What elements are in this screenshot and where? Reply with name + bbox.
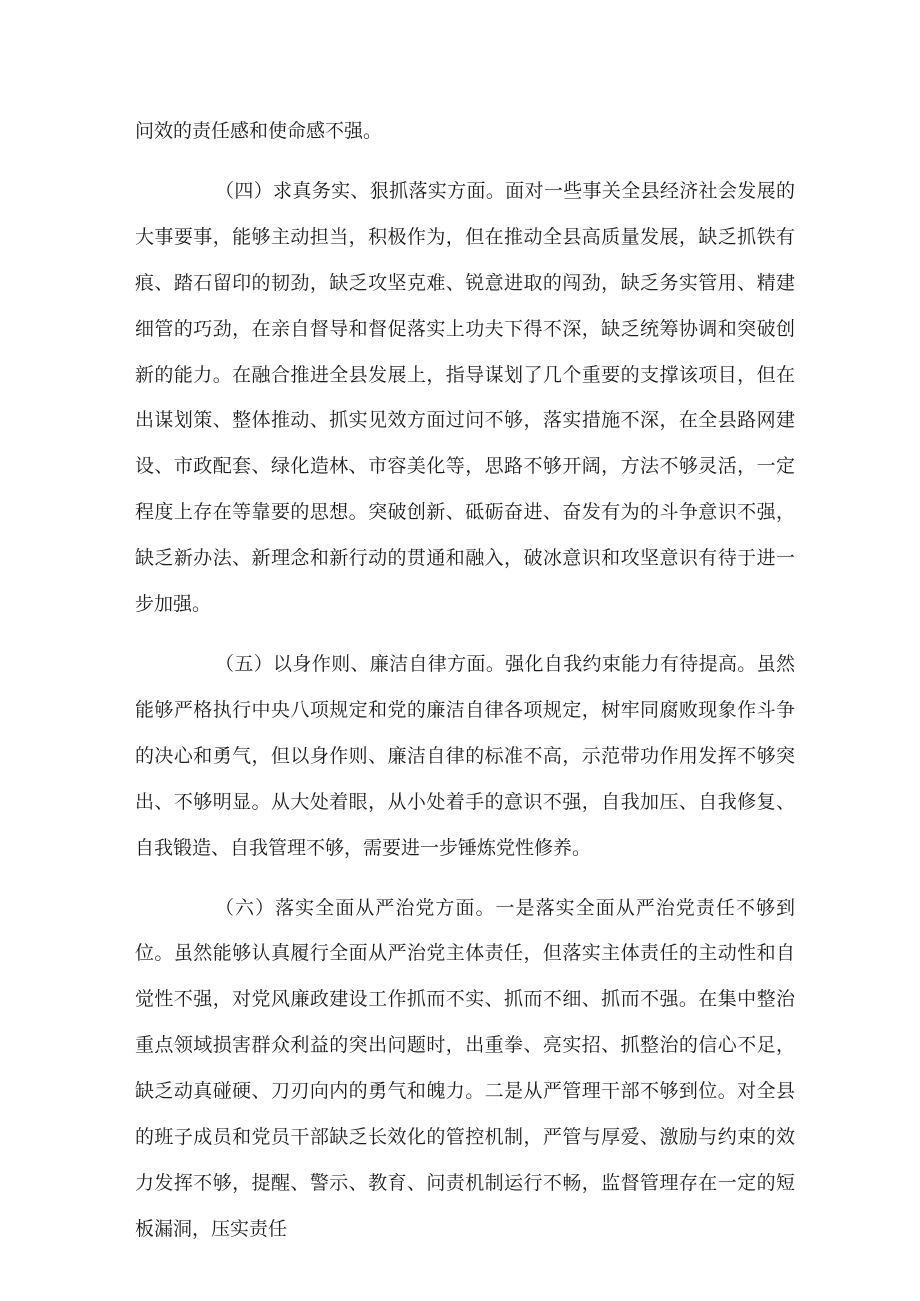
- paragraph-continuation: 问效的责任感和使命感不强。: [135, 120, 383, 142]
- document-body: [135, 109, 795, 1253]
- paragraph-section-5: （五）以身作则、廉洁自律方面。强化自我约束能力有待提高。虽然能够严格执行中央八项规定和党的廉洁自律各项规定，树牢同腐败现象作斗争的决心和勇气，但以身作则、廉洁自律的标准不高，示范带功作用发挥不够突出、不够明显。从大处着眼，从小处着手的意识不强，自我加压、自我修复、自我锻造、自我管理不够，需要进一步锤炼党性修养。: [135, 652, 795, 859]
- paragraph-section-4: （四）求真务实、狠抓落实方面。面对一些事关全县经济社会发展的大事要事，能够主动担当，积极作为，但在推动全县高质量发展，缺乏抓铁有痕、踏石留印的韧劲，缺乏攻坚克难、锐意进取的闯劲，缺乏务实管用、精建细管的巧劲，在亲自督导和督促落实上功夫下得不深，缺乏统筹协调和突破创新的能力。在融合推进全县发展上，指导谋划了几个重要的支撑该项目，但在出谋划策、整体推动、抓实见效方面过问不够，落实措施不深，在全县路网建设、市政配套、绿化造林、市容美化等，思路不够开阔，方法不够灵活，一定程度上存在等靠要的思想。突破创新、砥砺奋进、奋发有为的斗争意识不强，缺乏新办法、新理念和新行动的贯通和融入，破冰意识和攻坚意识有待于进一步加强。: [135, 179, 795, 616]
- paragraph-section-6: （六）落实全面从严治党方面。一是落实全面从严治党责任不够到位。虽然能够认真履行全面从严治党主体责任，但落实主体责任的主动性和自觉性不强，对党风廉政建设工作抓而不实、抓而不细、抓而不强。在集中整治重点领域损害群众利益的突出问题时，出重拳、亮实招、抓整治的信心不足，缺乏动真碰硬、刀刃向内的勇气和魄力。二是从严管理干部不够到位。对全县的班子成员和党员干部缺乏长效化的管控机制，严管与厚爱、激励与约束的效力发挥不够，提醒、警示、教育、问责机制运行不畅，监督管理存在一定的短板漏洞，压实责任: [135, 896, 795, 1240]
